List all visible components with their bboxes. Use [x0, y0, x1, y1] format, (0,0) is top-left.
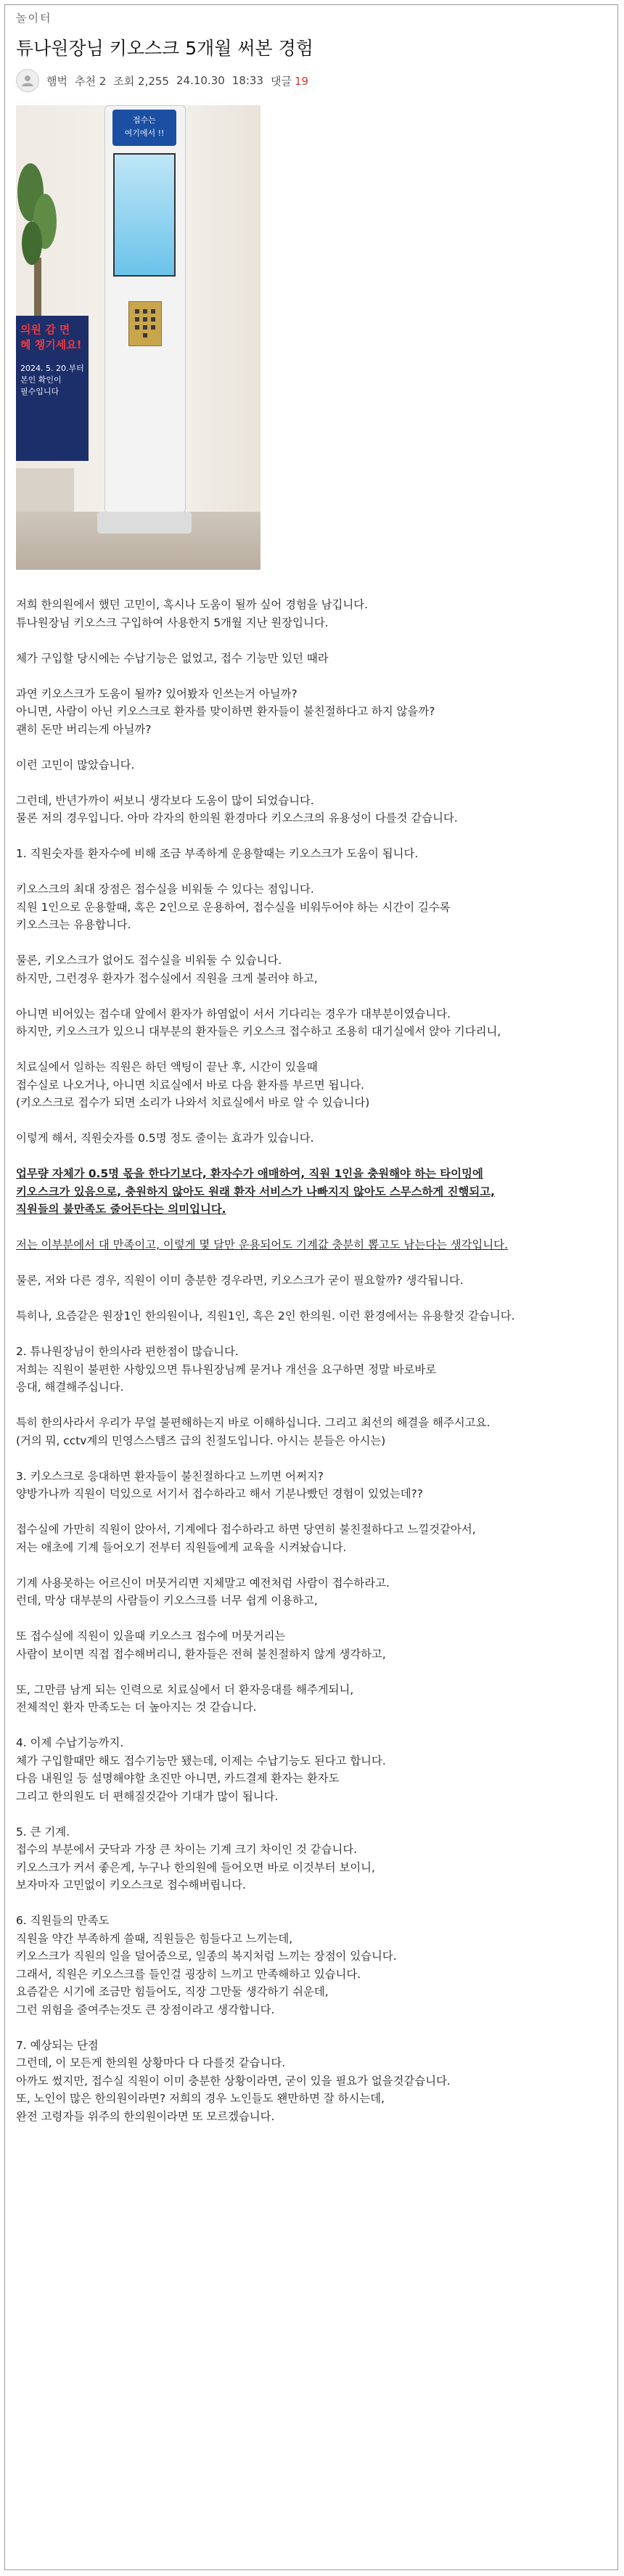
kiosk-sign-text: 접수는 여기에서 !! — [124, 115, 165, 138]
poster-image — [16, 316, 89, 461]
poster-line-2: 혜 챙기세요! — [20, 338, 82, 351]
body-paragraph: 또, 그만큼 남게 되는 인력으로 치료실에서 더 환자응대를 해주게되니, 전체적인 환자 만족도는 더 높아지는 것 같습니다. — [16, 1682, 354, 1714]
paragraph-gap — [16, 1717, 596, 1735]
comments-count: 19 — [295, 74, 309, 88]
author-name[interactable]: 햄벅 — [46, 74, 67, 88]
body-paragraph: 이렇게 해서, 직원숫자를 0.5명 정도 줄이는 효과가 있습니다. — [16, 1132, 314, 1145]
body-paragraph: 이런 고민이 많았습니다. — [16, 758, 135, 772]
body-paragraph: 업무량 자체가 0.5명 몫을 한다기보다, 환자수가 애매하여, 직원 1인을 충원해야 하는 타이밍에 키오스크가 있음으로, 충원하지 않아도 원래 환자 서비스가 나빠지지 않아도 스무스하게 진행되고, 직원들의 불만족도 줄어든다는 의미입니다. — [16, 1167, 495, 1216]
view-count: 조회 2,255 — [113, 74, 169, 88]
body-paragraph: 키오스크의 최대 장점은 접수실을 비워둘 수 있다는 점입니다. 직원 1인으로 운용할때, 혹은 2인으로 운용하여, 접수실을 비워두어야 하는 시간이 길수록 키오스크는 유용합니다. — [16, 883, 451, 931]
body-paragraph: 6. 직원들의 만족도 직원을 약간 부족하게 쓸때, 직원들은 힘들다고 느끼는데, 키오스크가 직원의 일을 덜어줌으로, 일종의 복지처럼 느끼는 장점이 있습니다. 그래서, 직원은 키오스크를 들인걸 굉장히 느끼고 만족해하고 있습니다. 요즘같은 시기에 조금만 힘들어도, 직장 그만둘 생각하기 쉬운데, 그런 위험을 줄여주는것도 큰 장점이라고 생각합니다. — [16, 1914, 397, 2016]
user-icon — [20, 73, 36, 89]
paragraph-gap — [16, 1503, 596, 1521]
body-paragraph: 특히 한의사라서 우리가 무얼 불편해하는지 바로 이해하십니다. 그리고 최선의 해결을 해주시고요. (거의 뭐, cctv계의 민영스스템즈 급의 친절도입니다. 아시는 분들은 아시는) — [16, 1416, 490, 1447]
comments-label: 댓글 — [271, 74, 292, 88]
kiosk-screen — [113, 153, 176, 277]
body-paragraph: 특히나, 요즘같은 원장1인 한의원이나, 직원1인, 혹은 2인 한의원. 이런 환경에서는 유용할것 같습니다. — [16, 1309, 515, 1322]
poster-line-1: 의원 감 면 — [20, 323, 70, 336]
body-paragraph: 7. 예상되는 단점 그런데, 이 모든게 한의원 상황마다 다 다를것 같습니다. 아까도 썼지만, 접수실 직원이 이미 충분한 상황이라면, 굳이 있을 필요가 없을것같습니다. 또, 노인이 많은 한의원이라면? 저희의 경우 노인들도 왠만하면 잘 하시는데, 완전 고령자들 위주의 한의원이라면 또 모르겠습니다. — [16, 2038, 451, 2123]
body-paragraph: 그런데, 반년가까이 써보니 생각보다 도움이 많이 되었습니다. 물론 저의 경우입니다. 아마 각자의 한의원 환경마다 키오스크의 유용성이 다를것 같습니다. — [16, 793, 458, 825]
paragraph-gap — [16, 1112, 596, 1130]
body-paragraph: 5. 큰 기계. 접수의 부분에서 굿닥과 가장 큰 차이는 기계 크기 차이인 것 같습니다. 키오스크가 커서 좋은게, 누구나 한의원에 들어오면 바로 이것부터 보이니, 보자마자 고민없이 키오스크로 접수해버립니다. — [16, 1825, 375, 1892]
poster-line-3: 2024. 5. 20.부터 본인 확인이 필수입니다 — [20, 364, 84, 396]
paragraph-gap — [16, 774, 596, 792]
paragraph-gap — [16, 667, 596, 685]
body-paragraph: 물론, 저와 다른 경우, 직원이 이미 충분한 경우라면, 키오스크가 굳이 필요할까? 생각됩니다. — [16, 1274, 464, 1287]
paragraph-gap — [16, 1449, 596, 1468]
paragraph-gap — [16, 1254, 596, 1272]
paragraph-gap — [16, 631, 596, 650]
body-paragraph: 기계 사용못하는 어르신이 머뭇거리면 지체말고 예전처럼 사람이 접수하라고. 런데, 막상 대부분의 사람들이 키오스크를 너무 쉽게 이용하고, — [16, 1576, 390, 1607]
paragraph-gap — [16, 934, 596, 952]
body-paragraph: 물론, 키오스크가 없어도 접수실을 비워둘 수 있습니다. 하지만, 그런경우 환자가 접수실에서 직원을 크게 불러야 하고, — [16, 954, 318, 985]
body-paragraph: 4. 이제 수납기능까지. 체가 구입할때만 해도 접수기능만 됐는데, 이제는 수납기능도 된다고 합니다. 다음 내원일 등 설명해야할 초진만 아니면, 카드결제 환자는 환자도 그리고 한의원도 더 편해질것같아 기대가 많이 됩니다. — [16, 1736, 386, 1803]
body-paragraph: 접수실에 가만히 직원이 앉아서, 기계에다 접수하라고 하면 당연히 불친절하다고 느낄것같아서, 저는 애초에 기계 들어오기 전부터 직원들에게 교육을 시켜놨습니다. — [16, 1523, 476, 1554]
body-paragraph: 아니면 비어있는 접수대 앞에서 환자가 하염없이 서서 기다리는 경우가 대부분이였습니다. 하지만, 키오스크가 있으니 대부분의 환자들은 키오스크 접수하고 조용히 대기실에서 앉아 기다리니, — [16, 1007, 501, 1038]
comments-link[interactable] — [271, 73, 308, 89]
body-paragraph: 3. 키오스크로 응대하면 환자들이 불친절하다고 느끼면 어쩌지? 양방가나까 직원이 덕있으로 서기서 접수하라고 해서 기분나빴던 경험이 있었는데?? — [16, 1469, 423, 1500]
post-body — [16, 596, 596, 2143]
kiosk-base — [97, 512, 192, 533]
paragraph-gap — [16, 1290, 596, 1308]
kiosk-photo — [16, 105, 260, 570]
paragraph-gap — [16, 1041, 596, 1059]
body-paragraph: 과연 키오스크가 도움이 될까? 있어봤자 인쓰는거 아닐까? 아니면, 사람이 아닌 키오스크로 환자를 맞이하면 환자들이 불친절하다고 하지 않을까? 괜히 돈만 버리는게 아닐까? — [16, 687, 435, 736]
kiosk-sign — [112, 110, 176, 146]
body-paragraph: 체가 구입할 당시에는 수납기능은 없었고, 접수 기능만 있던 때라 — [16, 651, 329, 665]
avatar[interactable] — [16, 69, 39, 92]
plant-image — [16, 149, 59, 316]
post-container — [16, 10, 596, 2143]
keypad-icon — [128, 301, 162, 346]
paragraph-gap — [16, 1148, 596, 1166]
paragraph-gap — [16, 1663, 596, 1681]
paragraph-gap — [16, 1610, 596, 1628]
body-paragraph: 2. 튜나원장님이 한의사라 편한점이 많습니다. 저희는 직원이 불편한 사항있으면 튜나원장님께 묻거나 개선을 요구하면 정말 바로바로 응대, 해결해주십니다. — [16, 1345, 437, 1394]
post-meta — [16, 69, 596, 92]
paragraph-gap — [16, 1397, 596, 1415]
paragraph-gap — [16, 1219, 596, 1237]
paragraph-gap — [16, 827, 596, 846]
paragraph-gap — [16, 2125, 596, 2143]
paragraph-gap — [16, 987, 596, 1005]
paragraph-gap — [16, 863, 596, 881]
paragraph-gap — [16, 1556, 596, 1574]
post-title: 튜나원장님 키오스크 5개월 써본 경험 — [16, 38, 313, 59]
post-date: 24.10.30 — [176, 74, 225, 87]
paragraph-gap — [16, 1325, 596, 1344]
body-paragraph: 1. 직원숫자를 환자수에 비해 조금 부족하게 운용할때는 키오스크가 도움이 됩니다. — [16, 847, 419, 860]
post-time: 18:33 — [231, 74, 264, 87]
body-paragraph: 또 접수실에 직원이 있을때 키오스크 접수에 머뭇거리는 사람이 보이면 직접 접수해버리니, 환자들은 전혀 불친절하지 않게 생각하고, — [16, 1630, 386, 1661]
body-paragraph: 저희 한의원에서 했던 고민이, 혹시나 도움이 될까 싶어 경험을 남깁니다. 튜나원장님 키오스크 구입하여 사용한지 5개월 지난 원장입니다. — [16, 598, 368, 629]
paragraph-gap — [16, 738, 596, 756]
recommend-count: 추천 2 — [74, 74, 107, 88]
board-category-link[interactable]: 놀이터 — [16, 12, 52, 25]
body-paragraph: 치료실에서 일하는 직원은 하던 액팅이 끝난 후, 시간이 있을때 접수실로 나오거나, 아니면 치료실에서 바로 다음 환자를 부르면 됩니다. (키오스크로 접수가 되면 소리가 나와서 치료실에서 바로 알 수 있습니다) — [16, 1060, 370, 1109]
paragraph-gap — [16, 2019, 596, 2037]
body-paragraph: 저는 이부분에서 대 만족이고, 이렇게 몇 달만 운용되어도 기계값 충분히 뽑고도 남는다는 생각입니다. — [16, 1238, 509, 1251]
paragraph-gap — [16, 1894, 596, 1913]
paragraph-gap — [16, 1805, 596, 1823]
